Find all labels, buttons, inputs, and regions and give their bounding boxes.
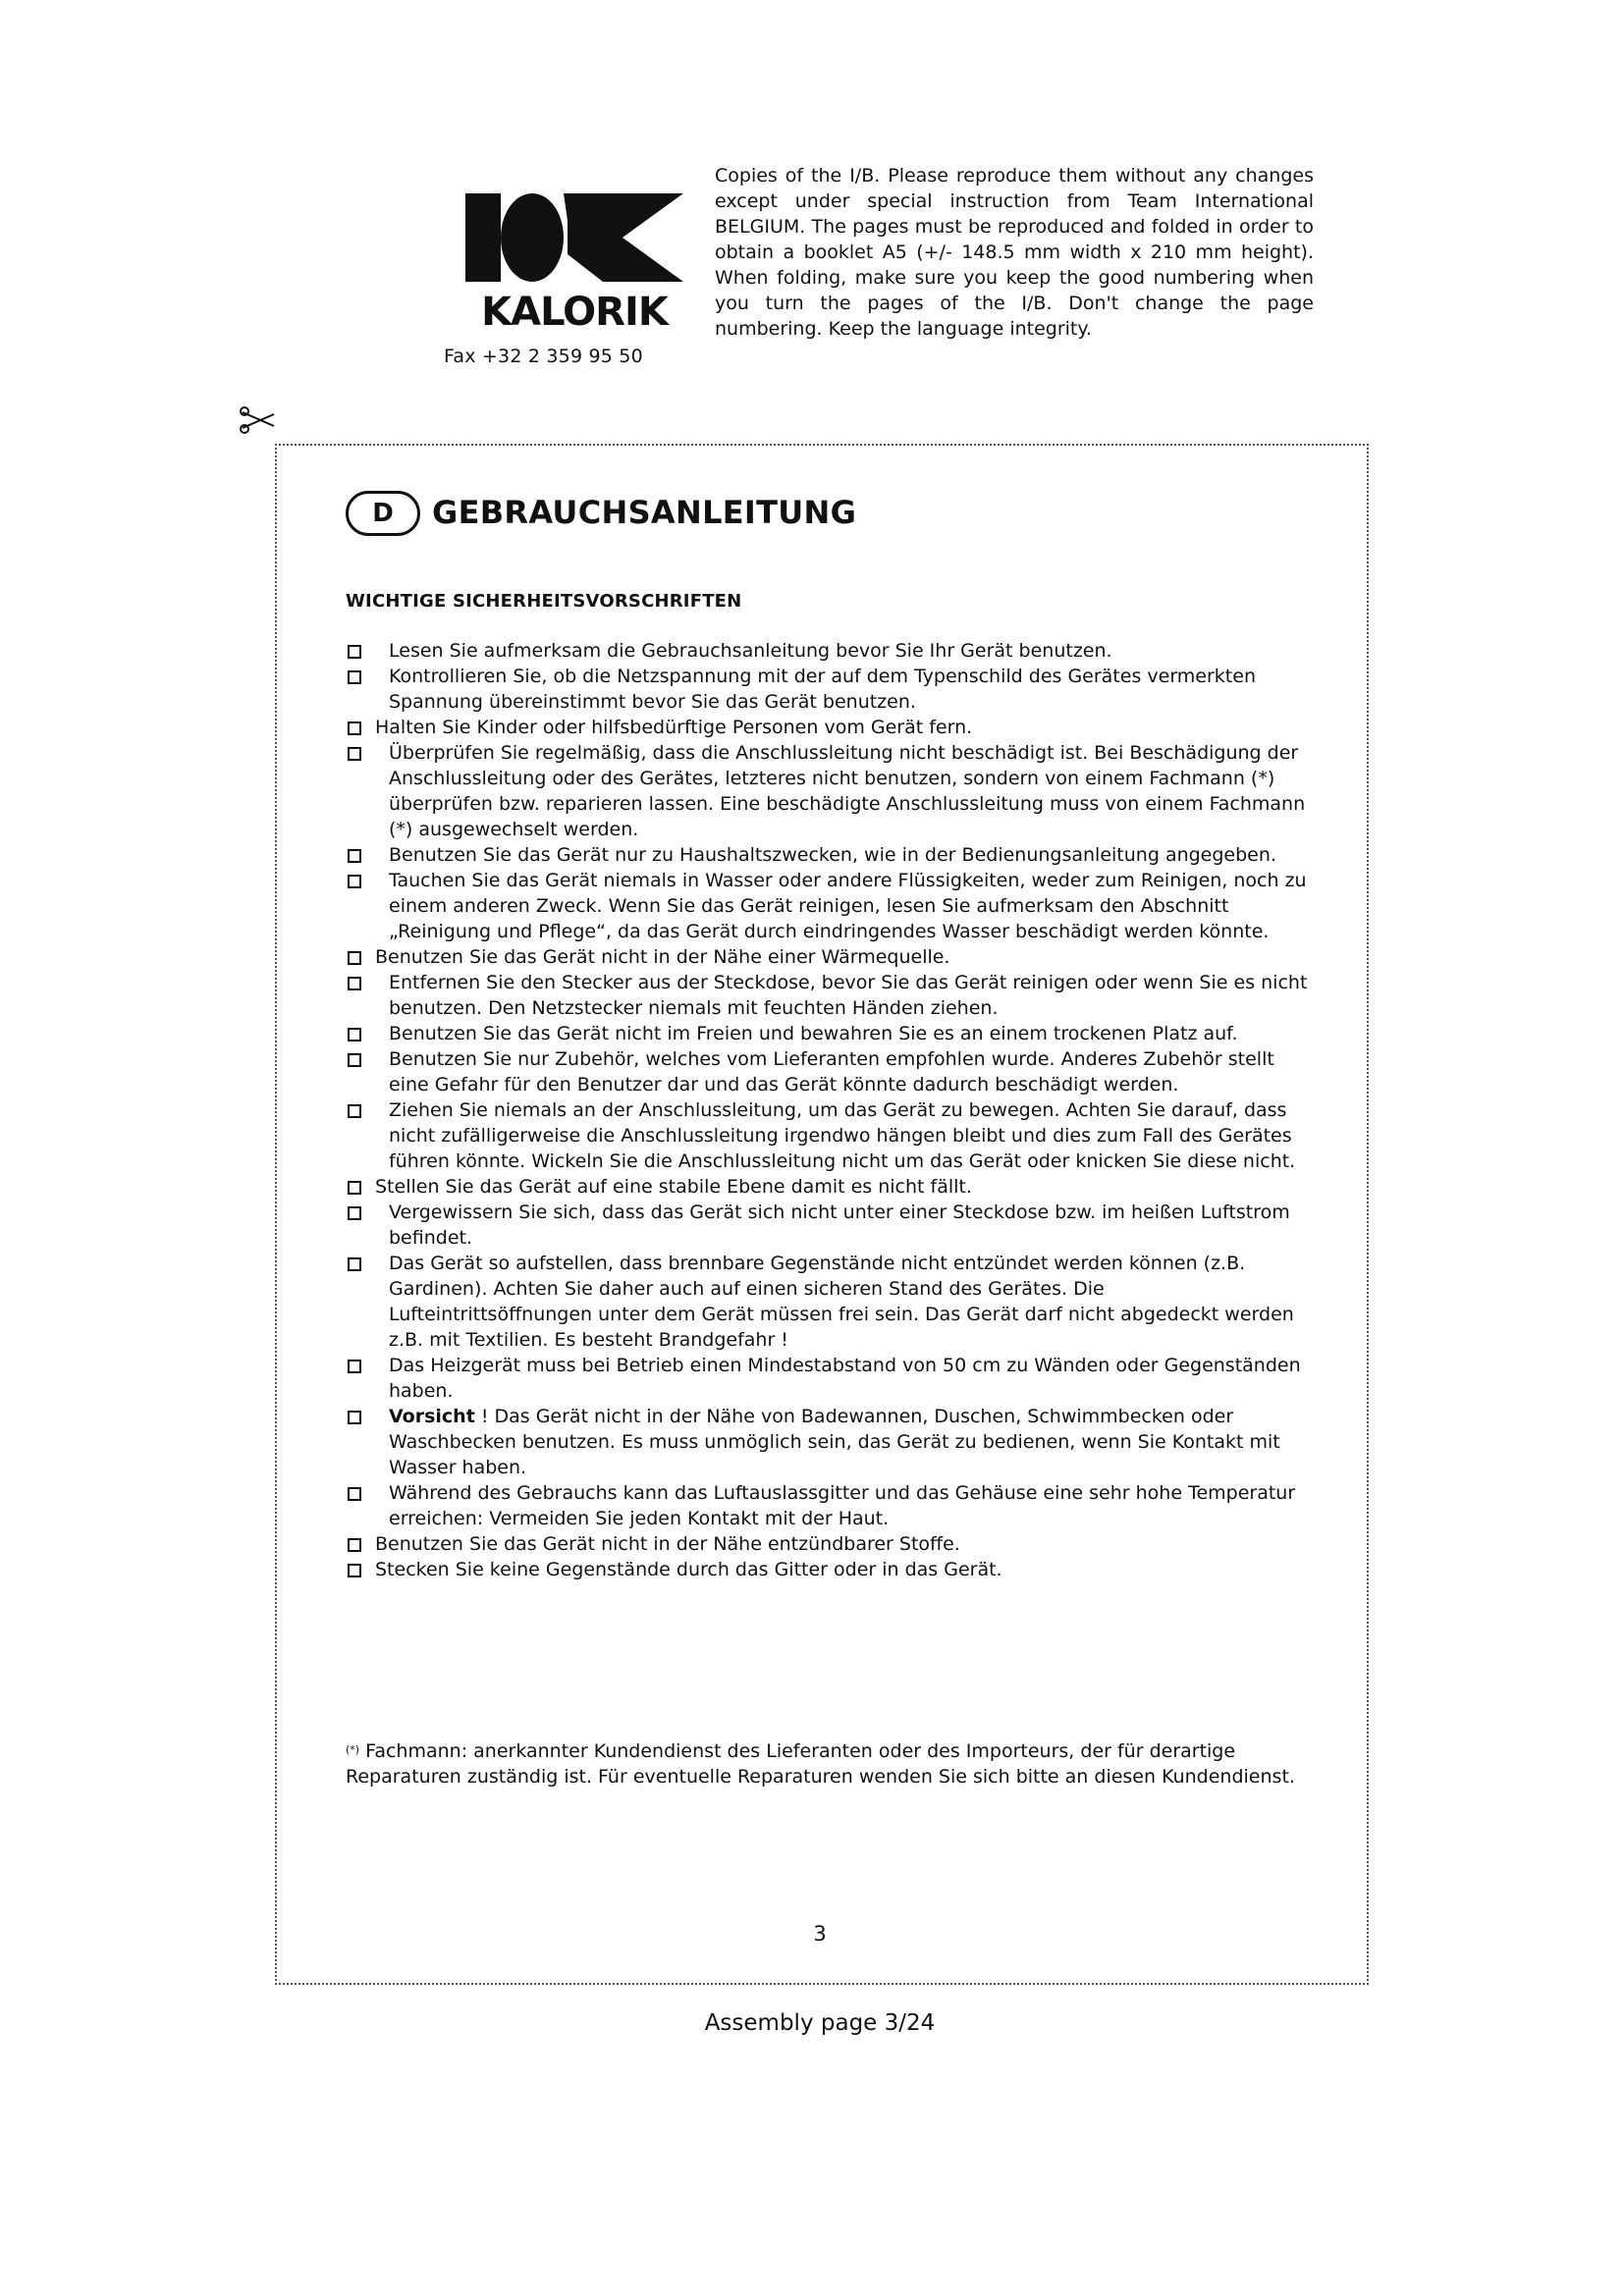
safety-rule: Benutzen Sie das Gerät nicht in der Nähe einer Wärmequelle. [346,944,1308,970]
safety-rule: Halten Sie Kinder oder hilfsbedürftige Personen vom Gerät fern. [346,715,1308,740]
safety-rule: Vergewissern Sie sich, dass das Gerät sich nicht unter einer Steckdose bzw. im heißen Luftstrom befindet. [346,1200,1308,1251]
safety-rule: Ziehen Sie niemals an der Anschlussleitung, um das Gerät zu bewegen. Achten Sie darauf, dass nicht zufälligerweise die Anschlussleitung irgendwo hängen bleibt und dies zum Fall des Gerätes führen könnte. Wickeln Sie die Anschlussleitung nicht um das Gerät oder knicken Sie diese nicht. [346,1097,1308,1174]
safety-rule: Benutzen Sie das Gerät nicht in der Nähe entzündbarer Stoffe. [346,1531,1308,1557]
checkbox-icon [348,1564,361,1577]
checkbox-icon [348,1028,361,1041]
safety-rules-list [346,638,1308,1582]
checkbox-icon [348,1104,361,1118]
checkbox-icon [348,1487,361,1501]
footnote-mark: (*) [346,1743,360,1756]
caution-label: Vorsicht [389,1406,475,1427]
safety-rule: Tauchen Sie das Gerät niemals in Wasser oder andere Flüssigkeiten, weder zum Reinigen, noch zu einem anderen Zweck. Wenn Sie das Gerät reinigen, lesen Sie aufmerksam den Abschnitt „Reinigung und Pflege“, da das Gerät durch eindringendes Wasser beschädigt werden könnte. [346,868,1308,944]
safety-rule: Entfernen Sie den Stecker aus der Steckdose, bevor Sie das Gerät reinigen oder wenn Sie es nicht benutzen. Den Netzstecker niemals mit feuchten Händen ziehen. [346,970,1308,1021]
safety-rule: Das Heizgerät muss bei Betrieb einen Mindestabstand von 50 cm zu Wänden oder Gegenständen haben. [346,1353,1308,1404]
checkbox-icon [348,977,361,990]
language-badge: D [346,491,420,536]
checkbox-icon [348,1411,361,1424]
safety-rule: Lesen Sie aufmerksam die Gebrauchsanleitung bevor Sie Ihr Gerät benutzen. [346,638,1308,664]
fax-number: Fax +32 2 359 95 50 [444,346,643,367]
checkbox-icon [348,721,361,735]
safety-rule: Das Gerät so aufstellen, dass brennbare Gegenstände nicht entzündet werden können (z.B. Gardinen). Achten Sie daher auch auf einen sicheren Stand des Gerätes. Die Lufteintrittsöffnungen unter dem Gerät müssen frei sein. Das Gerät darf nicht abgedeckt werden z.B. mit Textilien. Es besteht Brandgefahr ! [346,1251,1308,1353]
checkbox-icon [348,645,361,659]
safety-rule: Kontrollieren Sie, ob die Netzspannung mit der auf dem Typenschild des Gerätes vermerkten Spannung übereinstimmt bevor Sie das Gerät benutzen. [346,664,1308,715]
safety-rule: Stecken Sie keine Gegenstände durch das Gitter oder in das Gerät. [346,1557,1308,1582]
page-number: 3 [813,1922,827,1946]
checkbox-icon [348,1360,361,1373]
checkbox-icon [348,1257,361,1271]
checkbox-icon [348,1538,361,1552]
safety-rule: Benutzen Sie das Gerät nicht im Freien und bewahren Sie es an einem trockenen Platz auf. [346,1021,1308,1046]
scissors-icon [239,406,278,434]
safety-rule: Benutzen Sie das Gerät nur zu Haushaltszwecken, wie in der Bedienungsanleitung angegeben. [346,842,1308,868]
manual-title: GEBRAUCHSANLEITUNG [432,494,857,531]
reproduction-instructions: Copies of the I/B. Please reproduce them without any changes except under special instruction from Team International BELGIUM. The pages must be reproduced and folded in order to obtain a booklet A5 (+/- 148.5 mm width x 210 mm height). When folding, make sure you keep the good numbering when you turn the pages of the I/B. Don't change the page numbering. Keep the language integrity. [715,165,1314,340]
checkbox-icon [348,849,361,863]
safety-rule: Überprüfen Sie regelmäßig, dass die Anschlussleitung nicht beschädigt ist. Bei Beschädigung der Anschlussleitung oder des Gerätes, letzteres nicht benutzen, sondern von einem Fachmann (*) überprüfen bzw. reparieren lassen. Eine beschädigte Anschlussleitung muss von einem Fachmann (*) ausgewechselt werden. [346,740,1308,842]
safety-rule: Benutzen Sie nur Zubehör, welches vom Lieferanten empfohlen wurde. Anderes Zubehör stellt eine Gefahr für den Benutzer dar und das Gerät könnte dadurch beschädigt werden. [346,1046,1308,1097]
safety-rule: Während des Gebrauchs kann das Luftauslassgitter und das Gehäuse eine sehr hohe Temperatur erreichen: Vermeiden Sie jeden Kontakt mit der Haut. [346,1480,1308,1531]
safety-rule: Stellen Sie das Gerät auf eine stabile Ebene damit es nicht fällt. [346,1174,1308,1200]
safety-rule: Vorsicht ! Das Gerät nicht in der Nähe von Badewannen, Duschen, Schwimmbecken oder Waschbecken benutzen. Es muss unmöglich sein, das Gerät zu bedienen, wenn Sie Kontakt mit Wasser haben. [346,1404,1308,1480]
safety-section-title: WICHTIGE SICHERHEITSVORSCHRIFTEN [346,591,742,612]
checkbox-icon [348,1181,361,1195]
checkbox-icon [348,951,361,965]
checkbox-icon [348,1206,361,1220]
kalorik-logo [465,193,683,331]
checkbox-icon [348,1053,361,1067]
checkbox-icon [348,875,361,888]
logo-text: KALORIK [481,290,668,331]
checkbox-icon [348,747,361,761]
checkbox-icon [348,670,361,684]
assembly-page-label: Assembly page 3/24 [704,2010,936,2036]
footnote [346,1737,1308,1789]
footnote-text: Fachmann: anerkannter Kundendienst des Lieferanten oder des Importeurs, der für derartige Reparaturen zuständig ist. Für eventuelle Reparaturen wenden Sie sich bitte an diesen Kundendienst. [346,1740,1295,1788]
